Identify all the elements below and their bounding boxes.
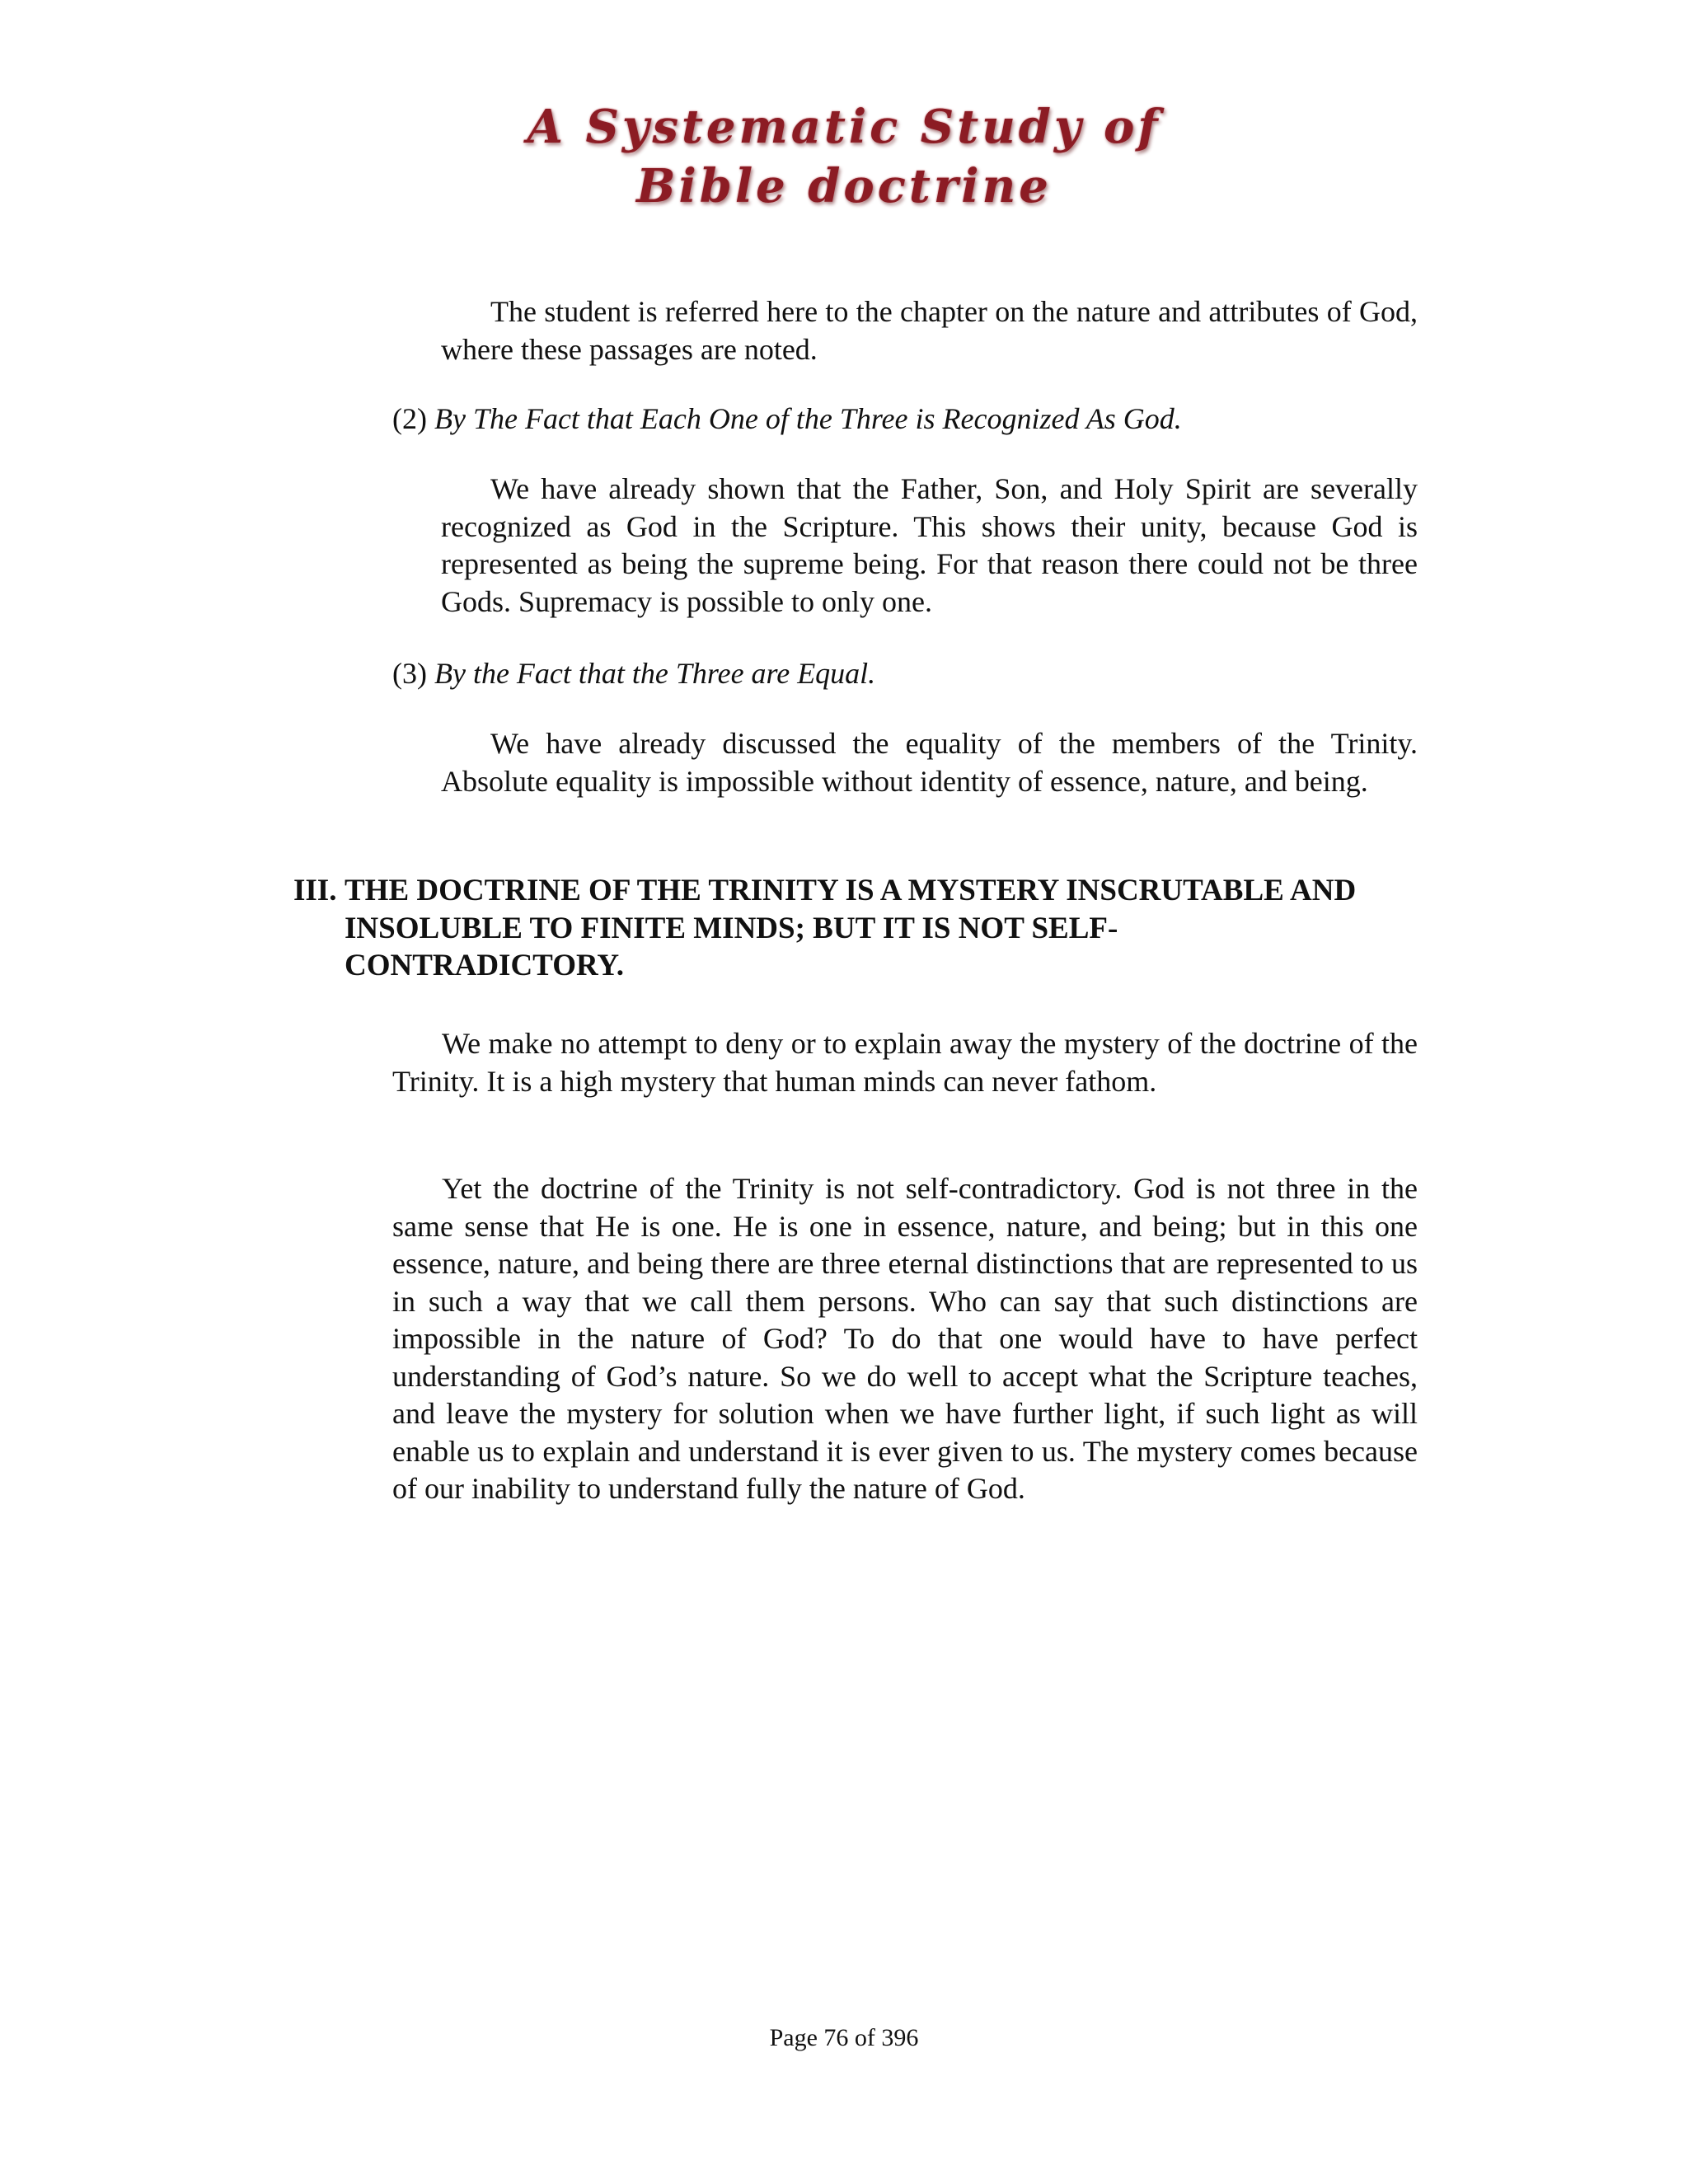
- paragraph-mystery: We make no attempt to deny or to explain away the mystery of the doctrine of the Trinity. It is a high mystery that human minds can never fathom.: [392, 1027, 1418, 1098]
- paragraph-not-contradictory: Yet the doctrine of the Trinity is not self-contradictory. God is not three in the same sense that He is one. He is one in essence, nature, and being; but in this one essence, nature, and being there are three eternal distinctions that are represented to us in such a way that we call them persons. Who can say that such distinctions are impossible in the nature of God? To do that one would have to have perfect understanding of God’s nature. So we do well to accept what the Scripture teaches, and leave the mystery for solution when we have further light, if such light as will enable us to explain and understand it is ever given to us. The mystery comes because of our inability to understand fully the nature of God.: [392, 1172, 1418, 1505]
- page-number-footer: Page 76 of 396: [769, 2024, 919, 2051]
- section-heading-iii: [293, 872, 1381, 985]
- subheading-recognized-as-god: [392, 401, 1418, 438]
- header-logo: [0, 97, 1688, 216]
- subheading-three-equal: [392, 655, 1418, 693]
- header-title-line1: A Systematic Study of: [527, 100, 1161, 154]
- subheading-number: (2): [392, 402, 427, 435]
- subheading-title: By the Fact that the Three are Equal.: [434, 657, 876, 690]
- section-title: THE DOCTRINE OF THE TRINITY IS A MYSTERY INSCRUTABLE AND INSOLUBLE TO FINITE MINDS; BUT IT IS NOT SELF-CONTRADICTORY.: [345, 874, 1357, 982]
- section-number: III.: [293, 874, 337, 907]
- paragraph-referral: The student is referred here to the chapter on the nature and attributes of God, where these passages are noted.: [441, 295, 1418, 366]
- paragraph-recognized-as-god: We have already shown that the Father, Son, and Holy Spirit are severally recognized as God in the Scripture. This shows their unity, because God is represented as being the supreme being. For that reason there could not be three Gods. Supremacy is possible to only one.: [441, 472, 1418, 618]
- subheading-title: By The Fact that Each One of the Three is Recognized As God.: [434, 402, 1182, 435]
- header-title-line2: Bible doctrine: [636, 159, 1052, 213]
- subheading-number: (3): [392, 657, 427, 690]
- paragraph-equality: We have already discussed the equality of the members of the Trinity. Absolute equality is impossible without identity of essence, nature, and being.: [441, 727, 1418, 798]
